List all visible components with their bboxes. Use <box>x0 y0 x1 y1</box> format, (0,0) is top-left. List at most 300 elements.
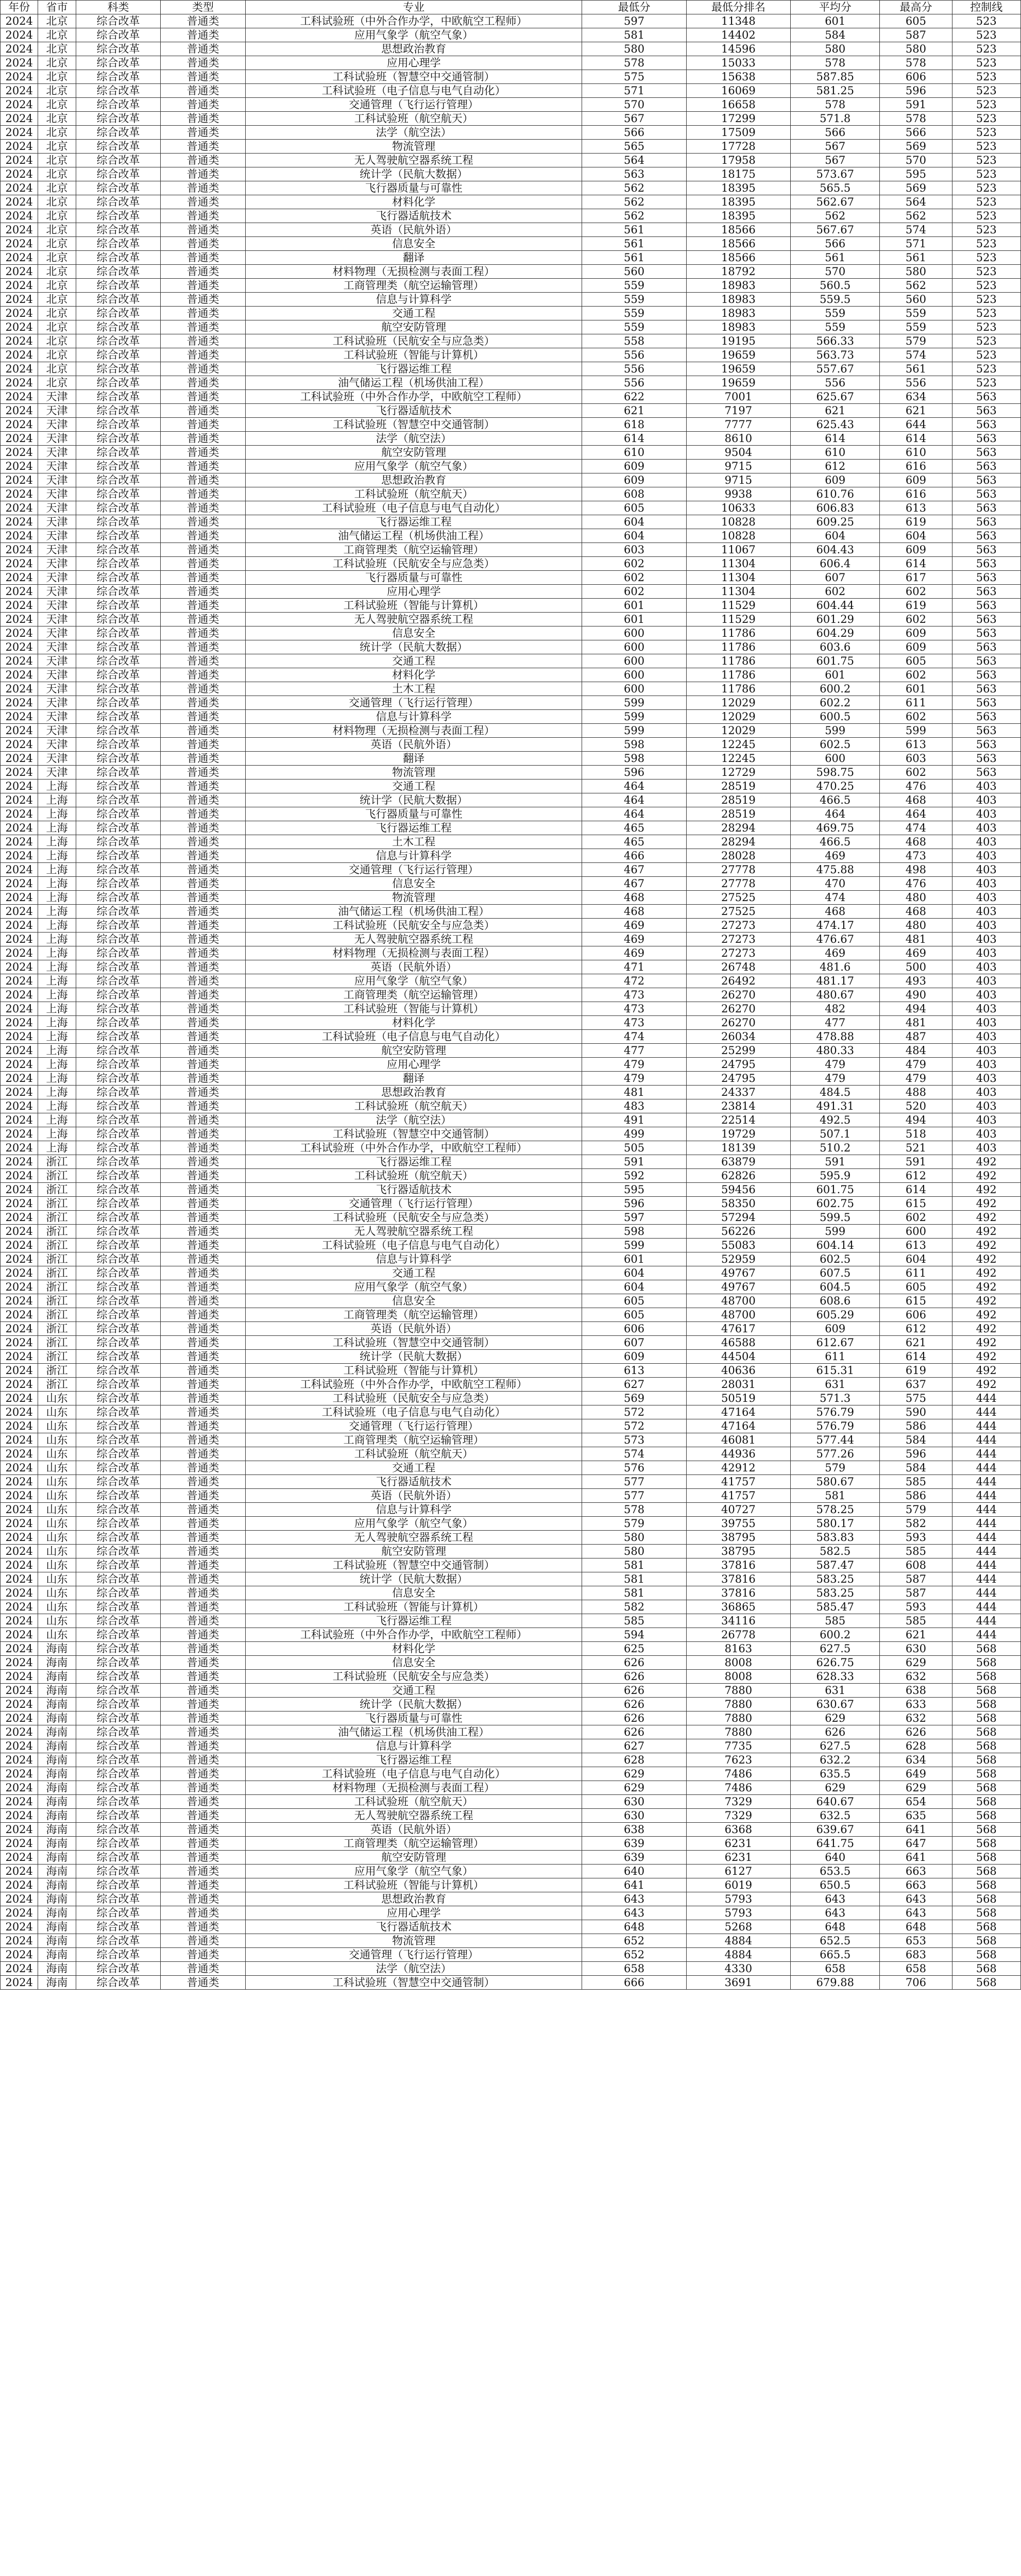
cell-avg-score: 567 <box>791 140 880 154</box>
cell-subject: 综合改革 <box>76 1099 161 1113</box>
cell-avg-score: 600.5 <box>791 710 880 724</box>
cell-major: 工科试验班（智慧空中交通管制） <box>245 1976 582 1990</box>
cell-major: 信息安全 <box>245 1586 582 1600</box>
cell-min-rank: 17299 <box>686 112 790 126</box>
cell-min-rank: 47164 <box>686 1419 790 1433</box>
cell-year: 2024 <box>1 1823 38 1837</box>
cell-major: 交通工程 <box>245 1684 582 1698</box>
cell-major: 工商管理类（航空运输管理） <box>245 1308 582 1322</box>
cell-type: 普通类 <box>161 1183 246 1197</box>
cell-control-line: 444 <box>952 1489 1021 1503</box>
cell-year: 2024 <box>1 1837 38 1851</box>
cell-avg-score: 601.29 <box>791 613 880 626</box>
cell-subject: 综合改革 <box>76 1851 161 1865</box>
cell-min-score: 628 <box>582 1753 686 1767</box>
cell-year: 2024 <box>1 877 38 891</box>
cell-min-score: 609 <box>582 460 686 473</box>
col-header-control-line: 控制线 <box>952 1 1021 14</box>
cell-subject: 综合改革 <box>76 98 161 112</box>
cell-min-score: 556 <box>582 348 686 362</box>
cell-year: 2024 <box>1 1252 38 1266</box>
cell-major: 英语（民航外语） <box>245 1322 582 1336</box>
cell-subject: 综合改革 <box>76 473 161 487</box>
cell-avg-score: 557.67 <box>791 362 880 376</box>
cell-avg-score: 611 <box>791 1350 880 1364</box>
cell-avg-score: 482 <box>791 1002 880 1016</box>
cell-major: 工科试验班（智慧空中交通管制） <box>245 1127 582 1141</box>
cell-control-line: 568 <box>952 1948 1021 1962</box>
cell-control-line: 492 <box>952 1197 1021 1211</box>
cell-subject: 综合改革 <box>76 1086 161 1099</box>
cell-type: 普通类 <box>161 1572 246 1586</box>
cell-min-rank: 22514 <box>686 1113 790 1127</box>
cell-min-score: 559 <box>582 293 686 307</box>
cell-major: 无人驾驶航空器系统工程 <box>245 613 582 626</box>
cell-year: 2024 <box>1 1058 38 1072</box>
table-row <box>1 1350 1021 1364</box>
table-row <box>1 1294 1021 1308</box>
cell-min-rank: 46081 <box>686 1433 790 1447</box>
table-row <box>1 1322 1021 1336</box>
cell-province: 天津 <box>38 404 76 418</box>
cell-major: 工科试验班（电子信息与电气自动化） <box>245 1030 582 1044</box>
cell-type: 普通类 <box>161 1865 246 1878</box>
cell-min-rank: 44504 <box>686 1350 790 1364</box>
cell-year: 2024 <box>1 1865 38 1878</box>
cell-min-score: 639 <box>582 1837 686 1851</box>
table-row <box>1 1865 1021 1878</box>
cell-min-score: 562 <box>582 195 686 209</box>
cell-year: 2024 <box>1 1447 38 1461</box>
cell-min-score: 652 <box>582 1934 686 1948</box>
cell-avg-score: 639.67 <box>791 1823 880 1837</box>
cell-major: 材料化学 <box>245 195 582 209</box>
table-row <box>1 1113 1021 1127</box>
cell-max-score: 476 <box>880 779 952 793</box>
cell-min-rank: 14402 <box>686 28 790 42</box>
cell-min-score: 580 <box>582 1545 686 1558</box>
cell-min-score: 648 <box>582 1920 686 1934</box>
table-row <box>1 585 1021 599</box>
table-row <box>1 1628 1021 1642</box>
cell-min-rank: 44936 <box>686 1447 790 1461</box>
table-row <box>1 960 1021 974</box>
cell-type: 普通类 <box>161 1044 246 1058</box>
cell-control-line: 403 <box>952 1030 1021 1044</box>
cell-type: 普通类 <box>161 779 246 793</box>
cell-type: 普通类 <box>161 1503 246 1517</box>
cell-avg-score: 602 <box>791 585 880 599</box>
cell-major: 工商管理类（航空运输管理） <box>245 543 582 557</box>
cell-type: 普通类 <box>161 1364 246 1378</box>
cell-avg-score: 604.44 <box>791 599 880 613</box>
table-row <box>1 696 1021 710</box>
cell-min-rank: 6231 <box>686 1837 790 1851</box>
cell-major: 物流管理 <box>245 766 582 779</box>
cell-control-line: 492 <box>952 1169 1021 1183</box>
cell-year: 2024 <box>1 1225 38 1239</box>
cell-major: 统计学（民航大数据） <box>245 1572 582 1586</box>
cell-province: 海南 <box>38 1656 76 1670</box>
cell-control-line: 568 <box>952 1865 1021 1878</box>
cell-year: 2024 <box>1 543 38 557</box>
cell-min-score: 581 <box>582 1558 686 1572</box>
cell-province: 山东 <box>38 1392 76 1405</box>
cell-province: 北京 <box>38 209 76 223</box>
cell-max-score: 474 <box>880 821 952 835</box>
cell-control-line: 563 <box>952 626 1021 640</box>
cell-major: 飞行器适航技术 <box>245 1475 582 1489</box>
cell-province: 海南 <box>38 1795 76 1809</box>
cell-major: 飞行器运维工程 <box>245 1614 582 1628</box>
cell-max-score: 706 <box>880 1976 952 1990</box>
cell-min-score: 465 <box>582 821 686 835</box>
cell-subject: 综合改革 <box>76 1350 161 1364</box>
cell-max-score: 494 <box>880 1113 952 1127</box>
cell-year: 2024 <box>1 1614 38 1628</box>
cell-year: 2024 <box>1 1419 38 1433</box>
cell-province: 天津 <box>38 432 76 446</box>
cell-province: 天津 <box>38 738 76 752</box>
cell-subject: 综合改革 <box>76 1489 161 1503</box>
cell-control-line: 403 <box>952 946 1021 960</box>
cell-max-score: 647 <box>880 1837 952 1851</box>
cell-control-line: 403 <box>952 835 1021 849</box>
cell-province: 北京 <box>38 195 76 209</box>
table-row <box>1 766 1021 779</box>
cell-subject: 综合改革 <box>76 1656 161 1670</box>
cell-type: 普通类 <box>161 807 246 821</box>
cell-min-score: 601 <box>582 599 686 613</box>
cell-province: 上海 <box>38 1086 76 1099</box>
cell-avg-score: 585 <box>791 1614 880 1628</box>
table-row <box>1 1725 1021 1739</box>
cell-min-score: 491 <box>582 1113 686 1127</box>
cell-min-score: 468 <box>582 905 686 919</box>
cell-avg-score: 481.17 <box>791 974 880 988</box>
cell-control-line: 523 <box>952 84 1021 98</box>
cell-subject: 综合改革 <box>76 1364 161 1378</box>
cell-year: 2024 <box>1 473 38 487</box>
cell-min-score: 595 <box>582 1183 686 1197</box>
cell-year: 2024 <box>1 154 38 167</box>
cell-max-score: 619 <box>880 515 952 529</box>
cell-province: 北京 <box>38 279 76 293</box>
cell-min-rank: 48700 <box>686 1294 790 1308</box>
cell-min-score: 626 <box>582 1656 686 1670</box>
cell-min-rank: 3691 <box>686 1976 790 1990</box>
cell-year: 2024 <box>1 334 38 348</box>
cell-avg-score: 629 <box>791 1711 880 1725</box>
cell-province: 上海 <box>38 779 76 793</box>
cell-control-line: 444 <box>952 1433 1021 1447</box>
cell-major: 应用气象学（航空气象） <box>245 1865 582 1878</box>
col-header-subject: 科类 <box>76 1 161 14</box>
cell-major: 工科试验班（航空航天） <box>245 1795 582 1809</box>
cell-control-line: 444 <box>952 1586 1021 1600</box>
cell-min-score: 597 <box>582 14 686 28</box>
cell-major: 油气储运工程（机场供油工程） <box>245 376 582 390</box>
cell-min-rank: 27525 <box>686 905 790 919</box>
table-row <box>1 265 1021 279</box>
cell-min-rank: 18983 <box>686 307 790 320</box>
table-row <box>1 1127 1021 1141</box>
cell-max-score: 617 <box>880 571 952 585</box>
cell-min-score: 467 <box>582 863 686 877</box>
cell-subject: 综合改革 <box>76 1517 161 1531</box>
cell-avg-score: 480.67 <box>791 988 880 1002</box>
cell-major: 工科试验班（中外合作办学，中欧航空工程师） <box>245 1628 582 1642</box>
cell-province: 海南 <box>38 1739 76 1753</box>
cell-control-line: 568 <box>952 1711 1021 1725</box>
cell-province: 天津 <box>38 515 76 529</box>
cell-year: 2024 <box>1 1489 38 1503</box>
cell-subject: 综合改革 <box>76 974 161 988</box>
cell-subject: 综合改革 <box>76 1322 161 1336</box>
cell-min-rank: 24795 <box>686 1072 790 1086</box>
cell-year: 2024 <box>1 42 38 56</box>
cell-min-rank: 19659 <box>686 348 790 362</box>
cell-max-score: 593 <box>880 1531 952 1545</box>
cell-type: 普通类 <box>161 1461 246 1475</box>
cell-major: 工商管理类（航空运输管理） <box>245 988 582 1002</box>
cell-province: 海南 <box>38 1892 76 1906</box>
cell-control-line: 523 <box>952 209 1021 223</box>
cell-max-score: 628 <box>880 1739 952 1753</box>
cell-year: 2024 <box>1 1405 38 1419</box>
cell-subject: 综合改革 <box>76 1865 161 1878</box>
cell-major: 交通工程 <box>245 654 582 668</box>
table-row <box>1 1072 1021 1086</box>
cell-min-rank: 12245 <box>686 752 790 766</box>
cell-control-line: 563 <box>952 473 1021 487</box>
cell-min-rank: 18395 <box>686 181 790 195</box>
cell-major: 无人驾驶航空器系统工程 <box>245 154 582 167</box>
cell-year: 2024 <box>1 432 38 446</box>
cell-avg-score: 583.25 <box>791 1586 880 1600</box>
cell-major: 交通工程 <box>245 307 582 320</box>
cell-province: 上海 <box>38 1058 76 1072</box>
cell-min-score: 629 <box>582 1781 686 1795</box>
cell-control-line: 568 <box>952 1656 1021 1670</box>
cell-year: 2024 <box>1 668 38 682</box>
cell-subject: 综合改革 <box>76 752 161 766</box>
cell-subject: 综合改革 <box>76 710 161 724</box>
cell-max-score: 480 <box>880 891 952 905</box>
cell-control-line: 568 <box>952 1725 1021 1739</box>
cell-type: 普通类 <box>161 1308 246 1322</box>
cell-major: 飞行器运维工程 <box>245 821 582 835</box>
cell-year: 2024 <box>1 279 38 293</box>
cell-province: 天津 <box>38 501 76 515</box>
cell-avg-score: 585.47 <box>791 1600 880 1614</box>
cell-avg-score: 581 <box>791 1489 880 1503</box>
cell-type: 普通类 <box>161 446 246 460</box>
cell-year: 2024 <box>1 863 38 877</box>
table-row <box>1 279 1021 293</box>
cell-year: 2024 <box>1 460 38 473</box>
cell-subject: 综合改革 <box>76 195 161 209</box>
cell-subject: 综合改革 <box>76 251 161 265</box>
cell-min-rank: 37816 <box>686 1572 790 1586</box>
cell-province: 上海 <box>38 1072 76 1086</box>
cell-min-rank: 7735 <box>686 1739 790 1753</box>
table-row <box>1 1433 1021 1447</box>
cell-year: 2024 <box>1 1155 38 1169</box>
cell-avg-score: 626 <box>791 1725 880 1739</box>
table-row <box>1 849 1021 863</box>
cell-max-score: 602 <box>880 613 952 626</box>
cell-avg-score: 614 <box>791 432 880 446</box>
cell-min-score: 577 <box>582 1475 686 1489</box>
cell-province: 上海 <box>38 988 76 1002</box>
table-row <box>1 821 1021 835</box>
cell-min-score: 469 <box>582 946 686 960</box>
cell-control-line: 523 <box>952 376 1021 390</box>
cell-province: 上海 <box>38 891 76 905</box>
cell-subject: 综合改革 <box>76 877 161 891</box>
cell-control-line: 403 <box>952 891 1021 905</box>
cell-avg-score: 577.44 <box>791 1433 880 1447</box>
cell-min-rank: 63879 <box>686 1155 790 1169</box>
cell-avg-score: 627.5 <box>791 1739 880 1753</box>
cell-avg-score: 627.5 <box>791 1642 880 1656</box>
cell-min-rank: 48700 <box>686 1308 790 1322</box>
cell-type: 普通类 <box>161 1642 246 1656</box>
cell-control-line: 563 <box>952 696 1021 710</box>
cell-subject: 综合改革 <box>76 1572 161 1586</box>
cell-major: 飞行器运维工程 <box>245 1155 582 1169</box>
cell-year: 2024 <box>1 1739 38 1753</box>
cell-max-score: 608 <box>880 1558 952 1572</box>
cell-max-score: 587 <box>880 28 952 42</box>
cell-type: 普通类 <box>161 668 246 682</box>
cell-max-score: 615 <box>880 1197 952 1211</box>
cell-min-score: 626 <box>582 1670 686 1684</box>
cell-type: 普通类 <box>161 432 246 446</box>
cell-min-rank: 10633 <box>686 501 790 515</box>
cell-control-line: 523 <box>952 28 1021 42</box>
cell-major: 应用心理学 <box>245 1906 582 1920</box>
cell-avg-score: 560.5 <box>791 279 880 293</box>
table-row <box>1 779 1021 793</box>
cell-type: 普通类 <box>161 626 246 640</box>
cell-subject: 综合改革 <box>76 1976 161 1990</box>
table-row <box>1 752 1021 766</box>
cell-control-line: 444 <box>952 1600 1021 1614</box>
cell-major: 统计学（民航大数据） <box>245 1350 582 1364</box>
cell-year: 2024 <box>1 571 38 585</box>
cell-control-line: 492 <box>952 1308 1021 1322</box>
cell-major: 法学（航空法） <box>245 432 582 446</box>
cell-subject: 综合改革 <box>76 167 161 181</box>
cell-avg-score: 580.67 <box>791 1475 880 1489</box>
cell-year: 2024 <box>1 793 38 807</box>
table-row <box>1 501 1021 515</box>
cell-year: 2024 <box>1 1851 38 1865</box>
table-row <box>1 1753 1021 1767</box>
cell-max-score: 468 <box>880 835 952 849</box>
cell-major: 飞行器运维工程 <box>245 362 582 376</box>
cell-avg-score: 648 <box>791 1920 880 1934</box>
table-row <box>1 1058 1021 1072</box>
cell-control-line: 492 <box>952 1294 1021 1308</box>
cell-max-score: 649 <box>880 1767 952 1781</box>
cell-province: 浙江 <box>38 1308 76 1322</box>
cell-province: 浙江 <box>38 1225 76 1239</box>
cell-max-score: 602 <box>880 766 952 779</box>
cell-year: 2024 <box>1 946 38 960</box>
cell-major: 信息与计算科学 <box>245 849 582 863</box>
cell-year: 2024 <box>1 821 38 835</box>
cell-type: 普通类 <box>161 724 246 738</box>
col-header-type: 类型 <box>161 1 246 14</box>
cell-year: 2024 <box>1 1586 38 1600</box>
cell-type: 普通类 <box>161 1155 246 1169</box>
cell-min-score: 596 <box>582 1197 686 1211</box>
cell-max-score: 619 <box>880 599 952 613</box>
cell-type: 普通类 <box>161 1837 246 1851</box>
cell-major: 工科试验班（中外合作办学，中欧航空工程师） <box>245 1141 582 1155</box>
cell-min-rank: 7880 <box>686 1698 790 1711</box>
cell-type: 普通类 <box>161 1698 246 1711</box>
cell-min-score: 605 <box>582 1294 686 1308</box>
cell-min-rank: 19659 <box>686 376 790 390</box>
cell-year: 2024 <box>1 974 38 988</box>
cell-year: 2024 <box>1 126 38 140</box>
cell-min-rank: 12729 <box>686 766 790 779</box>
cell-avg-score: 580.17 <box>791 1517 880 1531</box>
cell-province: 山东 <box>38 1558 76 1572</box>
table-row <box>1 529 1021 543</box>
table-row <box>1 1545 1021 1558</box>
cell-major: 应用心理学 <box>245 585 582 599</box>
cell-province: 海南 <box>38 1976 76 1990</box>
cell-control-line: 444 <box>952 1447 1021 1461</box>
cell-subject: 综合改革 <box>76 529 161 543</box>
cell-major: 交通管理（飞行运行管理） <box>245 1419 582 1433</box>
cell-min-rank: 9938 <box>686 487 790 501</box>
cell-type: 普通类 <box>161 320 246 334</box>
cell-control-line: 444 <box>952 1461 1021 1475</box>
cell-min-score: 627 <box>582 1378 686 1392</box>
cell-control-line: 568 <box>952 1684 1021 1698</box>
cell-province: 上海 <box>38 1141 76 1155</box>
cell-max-score: 575 <box>880 1392 952 1405</box>
cell-year: 2024 <box>1 599 38 613</box>
table-row <box>1 1183 1021 1197</box>
cell-max-score: 464 <box>880 807 952 821</box>
cell-year: 2024 <box>1 1545 38 1558</box>
cell-min-rank: 27273 <box>686 919 790 933</box>
cell-year: 2024 <box>1 14 38 28</box>
cell-major: 思想政治教育 <box>245 42 582 56</box>
cell-province: 天津 <box>38 696 76 710</box>
cell-type: 普通类 <box>161 501 246 515</box>
cell-min-rank: 4884 <box>686 1934 790 1948</box>
cell-avg-score: 643 <box>791 1906 880 1920</box>
cell-year: 2024 <box>1 752 38 766</box>
cell-subject: 综合改革 <box>76 487 161 501</box>
cell-max-score: 653 <box>880 1934 952 1948</box>
cell-major: 信息安全 <box>245 626 582 640</box>
cell-max-score: 518 <box>880 1127 952 1141</box>
cell-control-line: 403 <box>952 821 1021 835</box>
cell-avg-score: 625.67 <box>791 390 880 404</box>
cell-control-line: 492 <box>952 1322 1021 1336</box>
cell-avg-score: 599 <box>791 724 880 738</box>
cell-min-rank: 18175 <box>686 167 790 181</box>
